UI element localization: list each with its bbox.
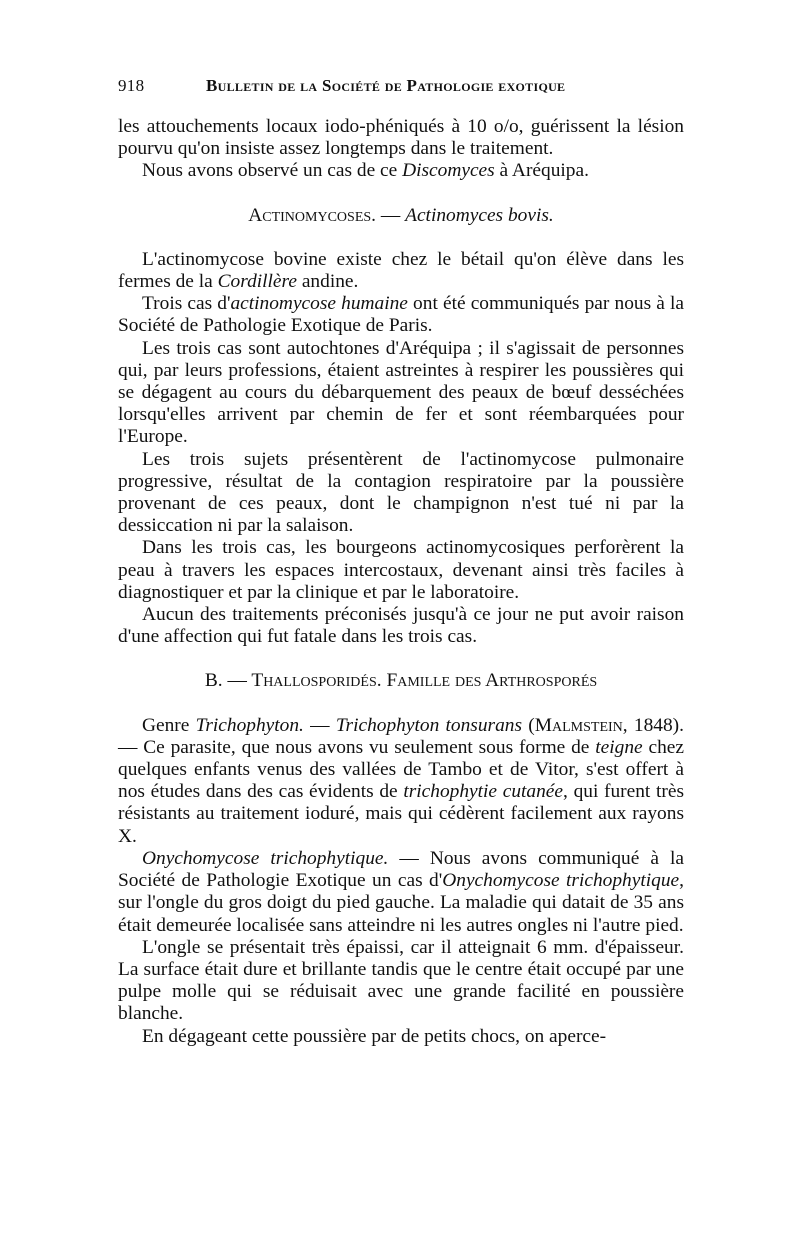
section-heading: B. — Thallosporidés. Famille des Arthrosporés (204, 670, 598, 692)
running-title: Bulletin de la Société de Pathologie exotique (206, 76, 566, 95)
paragraph: Genre Trichophyton. — Trichophyton tonsurans (Malmstein, 1848). — Ce parasite, que nous avons vu seulement sous forme de teigne chez quelques enfants venus des vallées de Tambo et de Vitor, s'est offert à nos études dans des cas évidents de trichophytie cutanée, qui furent très résistants au traitement ioduré, mais qui cédèrent facilement aux rayons X. (118, 714, 685, 847)
page-number: 918 (118, 76, 145, 95)
page-header (118, 76, 688, 96)
paragraph: Trois cas d'actinomycose humaine ont été communiqués par nous à la Société de Pathologie Exotique de Paris. (118, 293, 684, 337)
paragraph: Nous avons observé un cas de ce Discomyces à Aréquipa. (142, 160, 589, 182)
body-text (118, 116, 684, 1048)
paragraph: L'ongle se présentait très épaissi, car il atteignait 6 mm. d'épaisseur. La surface était dure et brillante tandis que le centre était occupé par une pulpe molle qui se réduisait avec une grande facilité en poussière blanche. (118, 936, 684, 1025)
paragraph: En dégageant cette poussière par de petits chocs, on aperce- (142, 1025, 607, 1047)
paragraph: Les trois cas sont autochtones d'Aréquipa ; il s'agissait de personnes qui, par leurs professions, étaient astreintes à respirer les poussières qui se dégagent au cours du débarquement des peaux de bœuf desséchées lorsqu'elles arrivent par chemin de fer et sont réembarquées pour l'Europe. (118, 337, 684, 448)
paragraph: Onychomycose trichophytique. — Nous avons communiqué à la Société de Pathologie Exotique un cas d'Onychomycose trichophytique, sur l'ongle du gros doigt du pied gauche. La maladie qui datait de 35 ans était demeurée localisée sans atteindre ni les autres ongles ni l'autre pied. (118, 847, 684, 936)
section-heading: Actinomycoses. — Actinomyces bovis. (248, 204, 554, 226)
paragraph: Les trois sujets présentèrent de l'actinomycose pulmonaire progressive, résultat de la contagion respiratoire par la poussière provenant de ces peaux, dont le champignon n'est tué ni par la dessiccation ni par la salaison. (118, 448, 684, 537)
paragraph: les attouchements locaux iodo-phéniqués à 10 o/o, guérissent la lésion pourvu qu'on insiste assez longtemps dans le traitement. (118, 116, 684, 160)
paragraph: L'actinomycose bovine existe chez le bétail qu'on élève dans les fermes de la Cordillère andine. (118, 248, 684, 293)
paragraph: Aucun des traitements préconisés jusqu'à ce jour ne put avoir raison d'une affection qui fut fatale dans les trois cas. (118, 604, 684, 648)
paragraph: Dans les trois cas, les bourgeons actinomycosiques perforèrent la peau à travers les espaces intercostaux, devenant ainsi très faciles à diagnostiquer et par la clinique et par le laboratoire. (118, 537, 684, 603)
